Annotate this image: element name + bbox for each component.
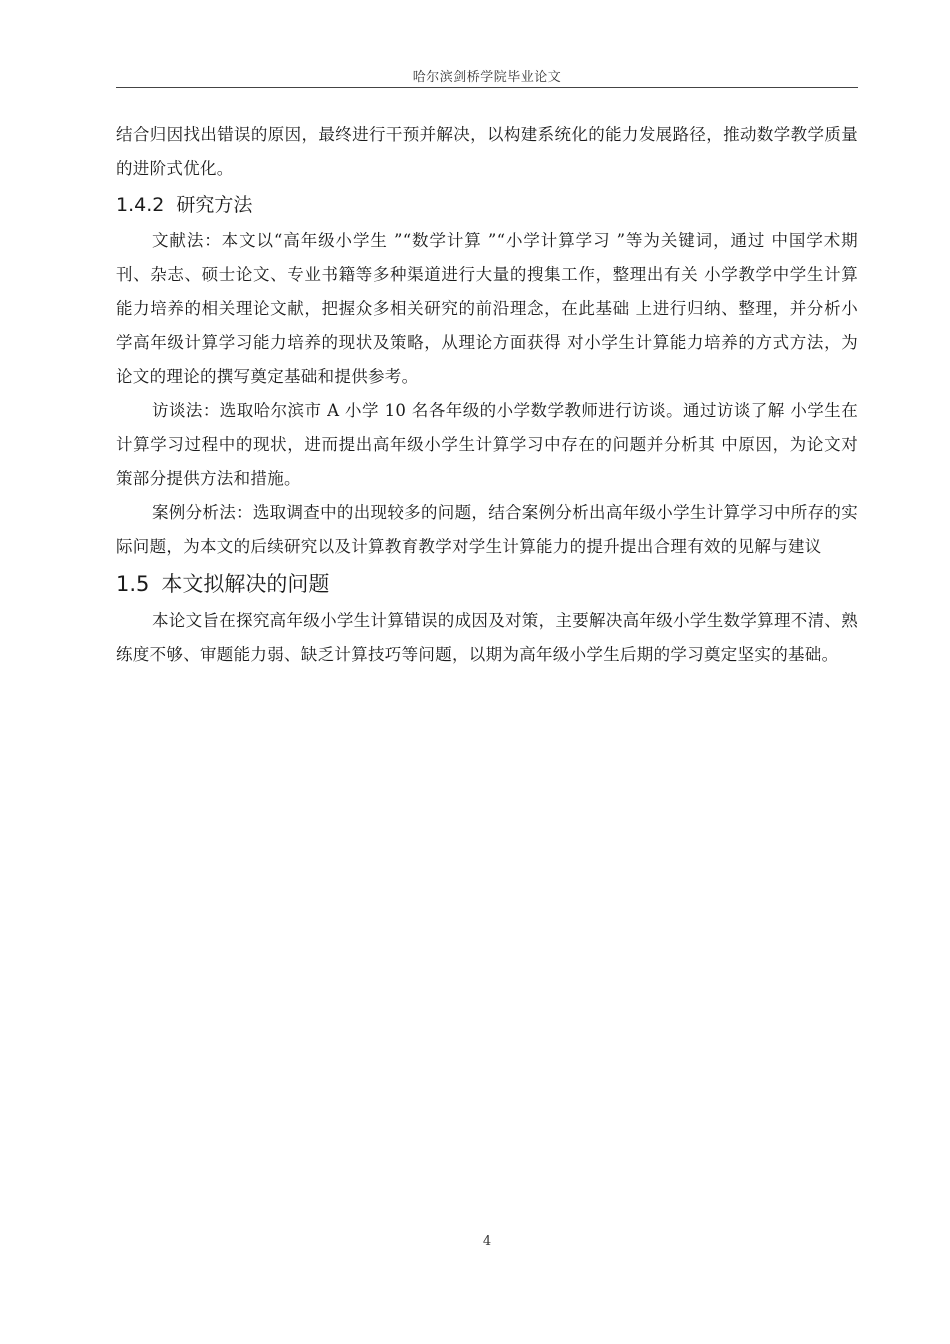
- section-heading-1-4-2: [116, 186, 858, 224]
- header-divider: [116, 87, 858, 88]
- intro-paragraph: 结合归因找出错误的原因，最终进行干预并解决，以构建系统化的能力发展路径，推动数学教学质量的进阶式优化。: [116, 125, 858, 178]
- paragraph-interview-method: 访谈法：选取哈尔滨市 A 小学 10 名各年级的小学数学教师进行访谈。通过访谈了解 小学生在计算学习过程中的现状，进而提出高年级小学生计算学习中存在的问题并分析其 中原因，为论文对策部分提供方法和措施。: [116, 401, 858, 488]
- section-number: 1.4.2: [116, 194, 165, 216]
- running-header: 哈尔滨剑桥学院毕业论文: [412, 70, 562, 85]
- section-title: 研究方法: [176, 194, 253, 216]
- section-title: 本文拟解决的问题: [161, 572, 330, 596]
- section-number: 1.5: [116, 572, 150, 596]
- page-number: 4: [482, 1234, 492, 1249]
- section-heading-1-5: [116, 564, 858, 604]
- paragraph-literature-method: 文献法：本文以“高年级小学生 ”“数学计算 ”“小学计算学习 ”等为关键词，通过 中国学术期刊、杂志、硕士论文、专业书籍等多种渠道进行大量的搜集工作，整理出有关 小学教学中学生计算能力培养的相关理论文献，把握众多相关研究的前沿理念，在此基础 上进行归纳、整理，并分析小学高年级计算学习能力培养的现状及策略，从理论方面获得 对小学生计算能力培养的方式方法，为论文的理论的撰写奠定基础和提供参考。: [116, 231, 858, 386]
- paragraph-problems-to-solve: 本论文旨在探究高年级小学生计算错误的成因及对策，主要解决高年级小学生数学算理不清、熟练度不够、审题能力弱、缺乏计算技巧等问题，以期为高年级小学生后期的学习奠定坚实的基础。: [116, 611, 858, 664]
- paragraph-case-analysis-method: 案例分析法：选取调查中的出现较多的问题，结合案例分析出高年级小学生计算学习中所存的实际问题，为本文的后续研究以及计算教育教学对学生计算能力的提升提出合理有效的见解与建议: [116, 503, 858, 556]
- page-body: [116, 118, 858, 672]
